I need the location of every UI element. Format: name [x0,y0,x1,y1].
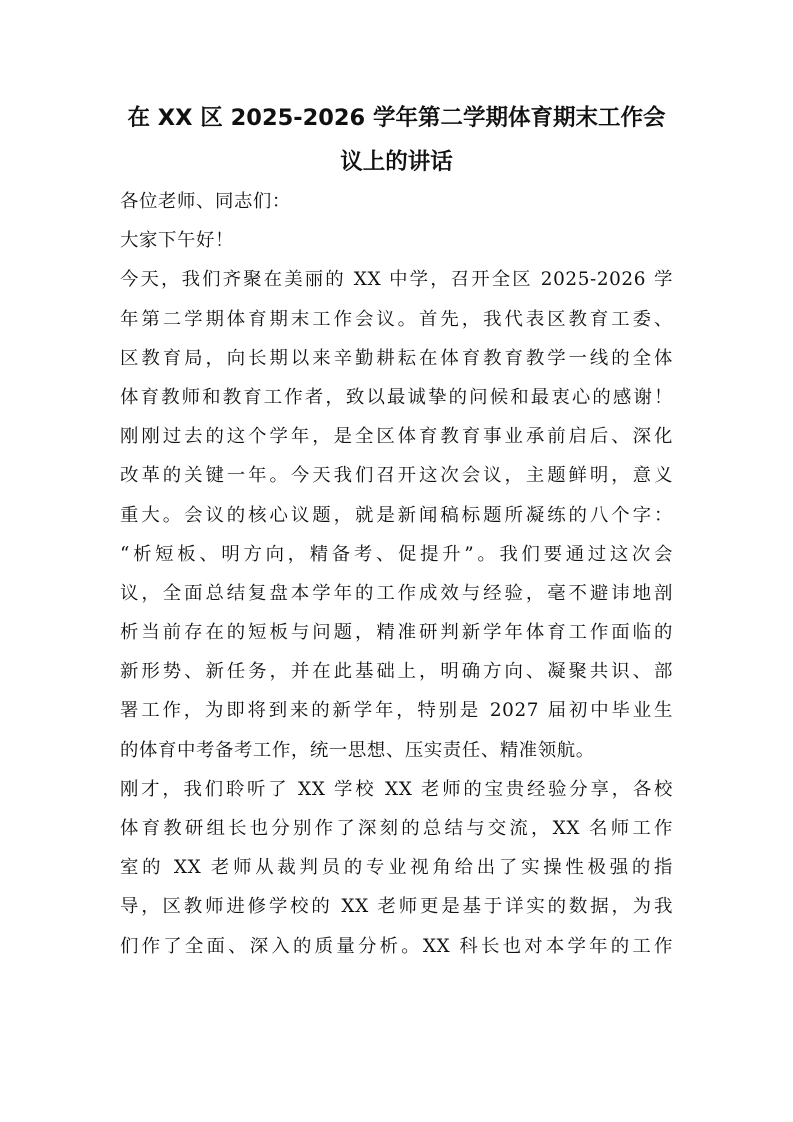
text-line: 年第二学期体育期末工作会议。首先，我代表区教育工委、 [120,308,673,330]
text-line: 改革的关键一年。今天我们召开这次会议，主题鲜明，意义 [120,465,673,487]
text-line: 析当前存在的短板与问题，精准研判新学年体育工作面临的 [120,622,673,644]
text-line: 刚刚过去的这个学年，是全区体育教育事业承前启后、深化 [120,426,673,448]
text-line: 们作了全面、深入的质量分析。XX 科长也对本学年的工作 [120,935,673,957]
salutation-line: 各位老师、同志们： [120,191,291,212]
text-line: 今天，我们齐聚在美丽的 XX 中学，召开全区 2025-2026 学 [120,269,673,291]
text-line: 刚才，我们聆听了 XX 学校 XX 老师的宝贵经验分享，各校 [120,778,673,800]
text-line: 导，区教师进修学校的 XX 老师更是基于详实的数据，为我 [120,896,673,918]
text-line: 重大。会议的核心议题，就是新闻稿标题所凝练的八个字： [120,504,673,526]
text-line: 区教育局，向长期以来辛勤耕耘在体育教育教学一线的全体 [120,347,673,369]
text-line: 的体育中考备考工作，统一思想、压实责任、精准领航。 [120,739,595,761]
title-line: 议上的讲话 [340,149,453,175]
text-line: 体育教师和教育工作者，致以最诚挚的问候和最衷心的感谢！ [120,386,673,408]
speech-title [110,96,683,184]
text-line: 署工作，为即将到来的新学年，特别是 2027 届初中毕业生 [120,700,673,722]
text-line: “析短板、明方向，精备考、促提升”。我们要通过这次会 [120,543,673,565]
title-line: 在 XX 区 2025-2026 学年第二学期体育期末工作会 [127,105,666,131]
text-line: 体育教研组长也分别作了深刻的总结与交流，XX 名师工作 [120,818,673,839]
speech-body [120,182,673,966]
text-line: 室的 XX 老师从裁判员的专业视角给出了实操性极强的指 [120,857,673,879]
text-line: 新形势、新任务，并在此基础上，明确方向、凝聚共识、部 [120,661,673,683]
greeting-line: 大家下午好！ [120,230,234,252]
text-line: 议，全面总结复盘本学年的工作成效与经验，毫不避讳地剖 [120,582,673,604]
